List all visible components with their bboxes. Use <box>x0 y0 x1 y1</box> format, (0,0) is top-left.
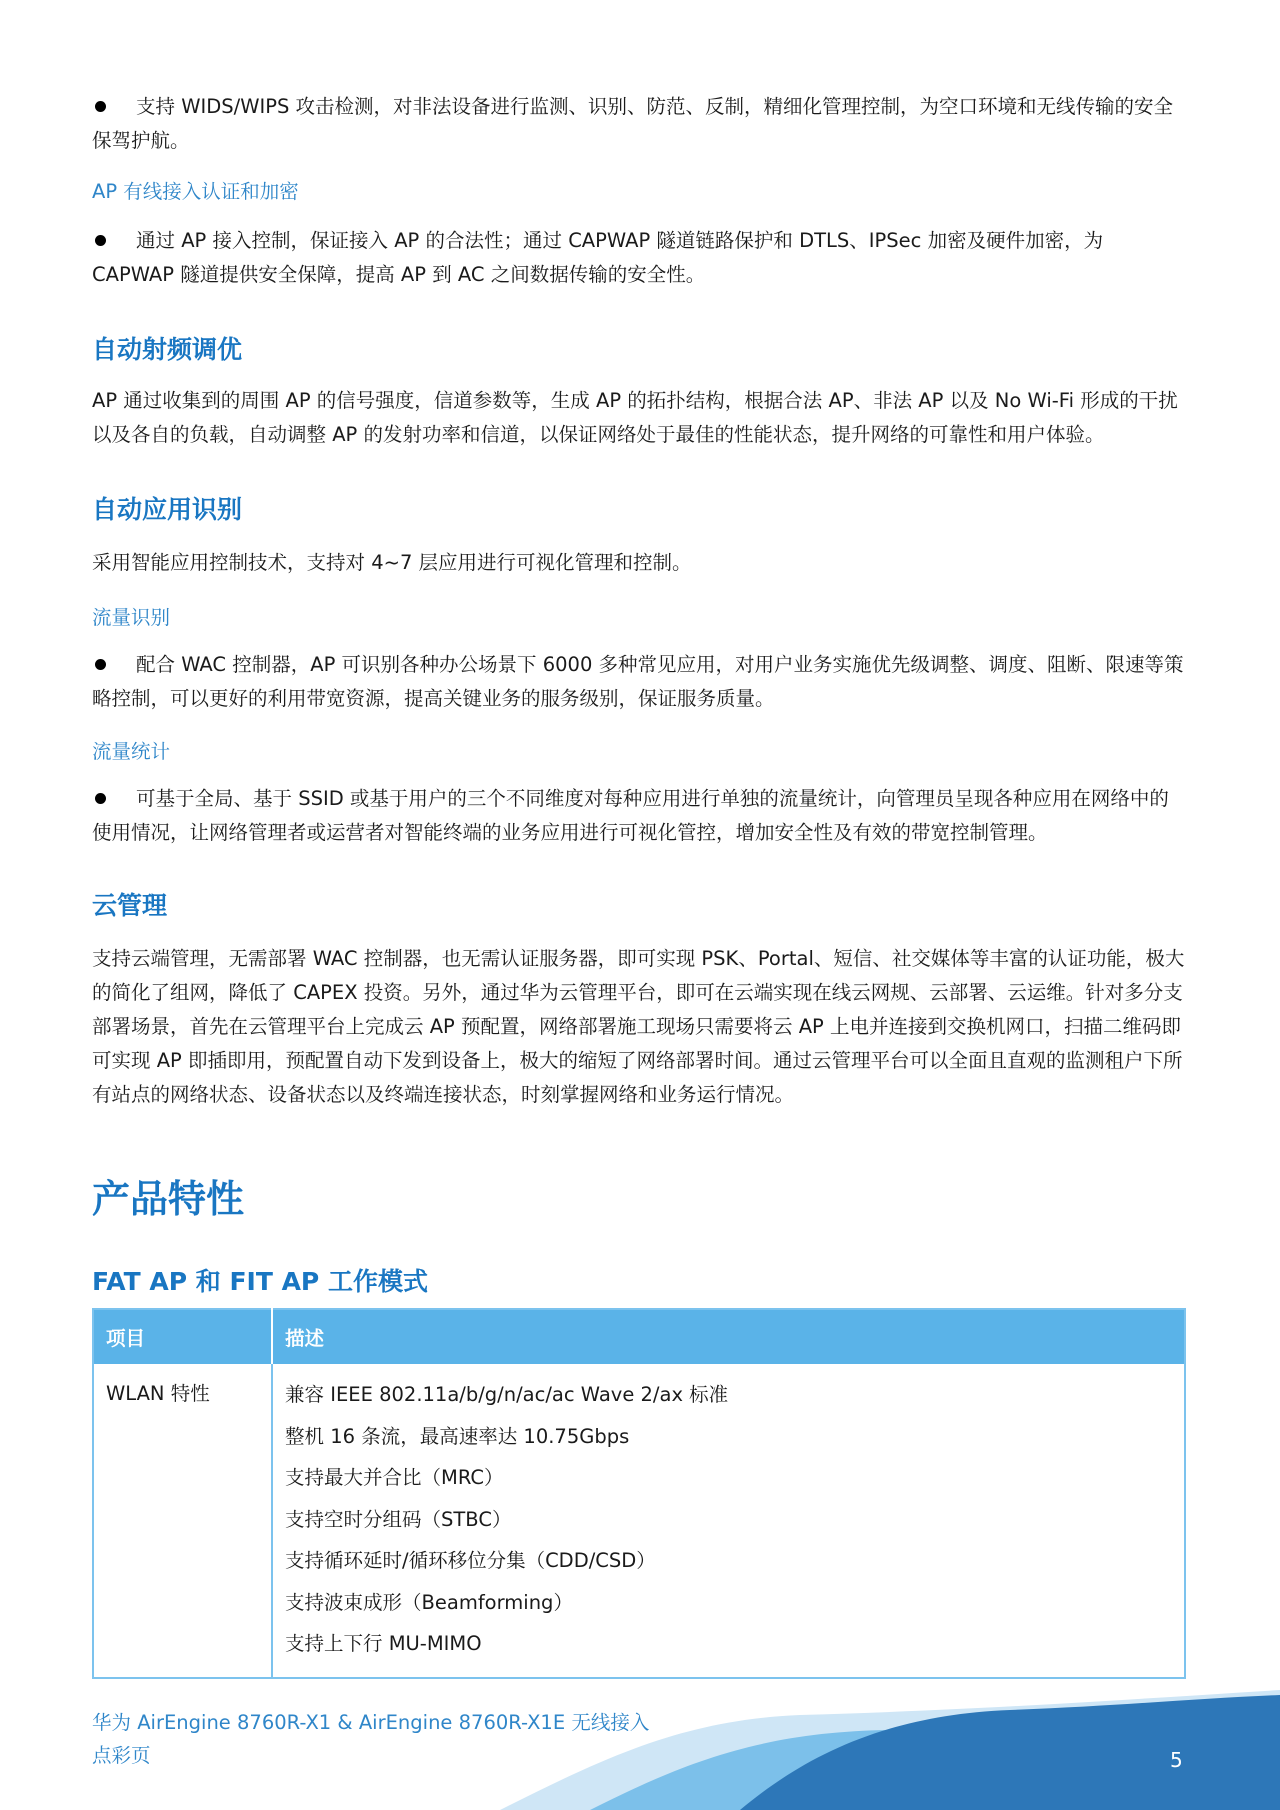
subheading-ap-wired-auth: AP 有线接入认证和加密 <box>92 180 299 203</box>
table-header-row <box>93 1309 1185 1364</box>
table-row <box>93 1364 1185 1678</box>
feature-item: 支持空时分组码（STBC） <box>285 1507 512 1531</box>
feature-item: 整机 16 条流，最高速率达 10.75Gbps <box>285 1424 630 1448</box>
traffic-statistics-bullet: 可基于全局、基于 SSID 或基于用户的三个不同维度对每种应用进行单独的流量统计，向管理员呈现各种应用在网络中的使用情况，让网络管理者或运营者对智能终端的业务应用进行可视化管控，增加安全性及有效的带宽控制管理。 <box>92 782 1186 850</box>
subheading-traffic-statistics: 流量统计 <box>92 740 171 763</box>
traffic-recognition-bullet: 配合 WAC 控制器，AP 可识别各种办公场景下 6000 多种常见应用，对用户业务实施优先级调整、调度、阻断、限速等策略控制，可以更好的利用带宽资源，提高关键业务的服务级别，保证服务质量。 <box>92 648 1186 716</box>
rf-tuning-body: AP 通过收集到的周围 AP 的信号强度，信道参数等，生成 AP 的拓扑结构，根据合法 AP、非法 AP 以及 No Wi-Fi 形成的干扰以及各自的负载，自动调整 AP 的发射功率和信道，以保证网络处于最佳的性能状态，提升网络的可靠性和用户体验。 <box>92 389 1178 446</box>
features-table <box>92 1308 1186 1679</box>
cloud-management-body: 支持云端管理，无需部署 WAC 控制器，也无需认证服务器，即可实现 PSK、Portal、短信、社交媒体等丰富的认证功能，极大的简化了组网，降低了 CAPEX 投资。另外，通过华为云管理平台，即可在云端实现在线云网规、云部署、云运维。针对多分支部署场景，首先在云管理平台上完成云 AP 预配置，网络部署施工现场只需要将云 AP 上电并连接到交换机网口，扫描二维码即可实现 AP 即插即用，预配置自动下发到设备上，极大的缩短了网络部署时间。通过云管理平台可以全面且直观的监测租户下所有站点的网络状态、设备状态以及终端连接状态，时刻掌握网络和业务运行情况。 <box>92 947 1185 1106</box>
subheading-traffic-recognition: 流量识别 <box>92 606 171 629</box>
feature-item: 支持波束成形（Beamforming） <box>285 1590 573 1614</box>
heading-rf-tuning: 自动射频调优 <box>92 335 243 364</box>
table-cell-item: WLAN 特性 <box>93 1364 272 1678</box>
feature-item: 兼容 IEEE 802.11a/b/g/n/ac/ac Wave 2/ax 标准 <box>285 1383 729 1406</box>
app-recognition-intro: 采用智能应用控制技术，支持对 4~7 层应用进行可视化管理和控制。 <box>92 551 692 574</box>
table-header-item: 项目 <box>93 1309 272 1364</box>
feature-item: 支持上下行 MU-MIMO <box>285 1632 482 1655</box>
heading-product-features: 产品特性 <box>92 1177 245 1221</box>
security-bullet-capwap: 通过 AP 接入控制，保证接入 AP 的合法性；通过 CAPWAP 隧道链路保护和 DTLS、IPSec 加密及硬件加密，为 CAPWAP 隧道提供安全保障，提高 AP 到 AC 之间数据传输的安全性。 <box>92 224 1186 292</box>
footer-document-title: 华为 AirEngine 8760R-X1 & AirEngine 8760R-X1E 无线接入点彩页 <box>92 1711 650 1767</box>
feature-item: 支持循环延时/循环移位分集（CDD/CSD） <box>285 1549 656 1572</box>
page-number: 5 <box>1170 1748 1183 1772</box>
table-header-description: 描述 <box>272 1309 1185 1364</box>
feature-item: 支持最大并合比（MRC） <box>285 1466 504 1489</box>
heading-cloud-management: 云管理 <box>92 891 168 920</box>
security-bullet-wids: 支持 WIDS/WIPS 攻击检测，对非法设备进行监测、识别、防范、反制，精细化管理控制，为空口环境和无线传输的安全保驾护航。 <box>92 90 1186 158</box>
heading-app-recognition: 自动应用识别 <box>92 495 243 524</box>
heading-fat-fit-mode: FAT AP 和 FIT AP 工作模式 <box>92 1267 428 1296</box>
table-cell-description <box>272 1364 1185 1678</box>
